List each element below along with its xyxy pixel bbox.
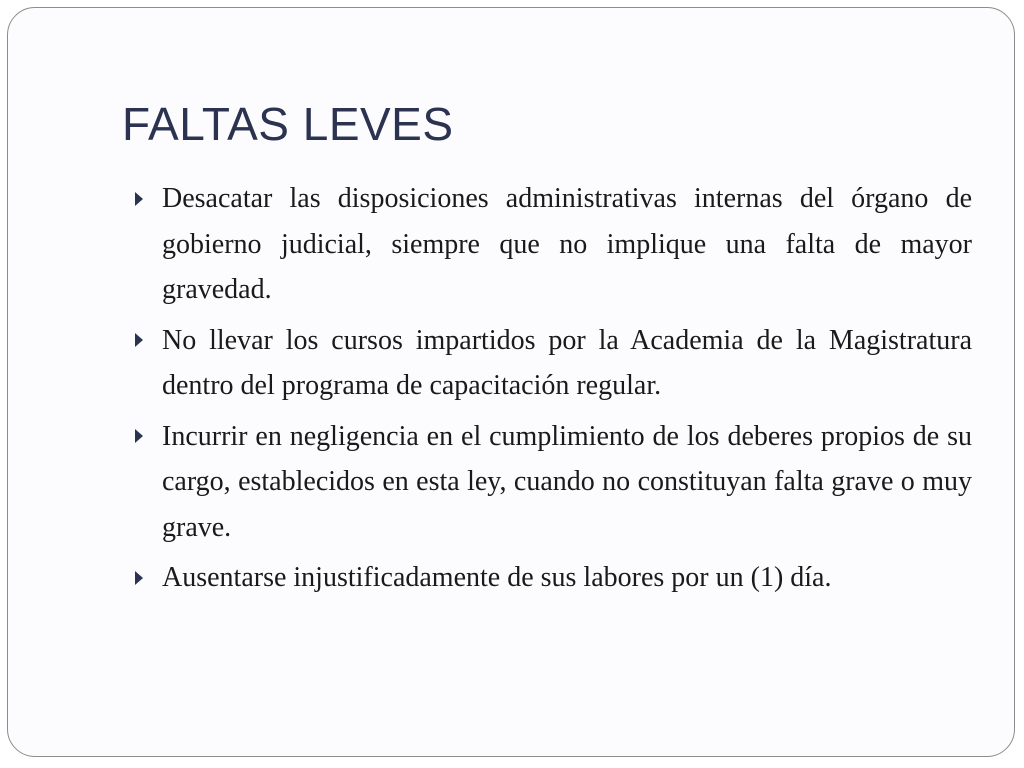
bullet-item (134, 318, 972, 409)
bullet-text: Desacatar las disposiciones administrativas internas del órgano de gobierno judicial, siempre que no implique una falta de mayor gravedad. (162, 183, 972, 305)
slide-title: FALTAS LEVES (122, 98, 454, 150)
triangle-right-icon (134, 318, 162, 363)
bullet-item (134, 176, 972, 313)
triangle-right-icon (134, 414, 162, 459)
bullet-text: No llevar los cursos impartidos por la Academia de la Magistratura dentro del programa de capacitación regular. (162, 324, 972, 401)
triangle-right-icon (134, 555, 162, 600)
bullet-list (134, 176, 972, 606)
bullet-text: Incurrir en negligencia en el cumplimiento de los deberes propios de su cargo, establecidos en esta ley, cuando no constituyan falta grave o muy grave. (162, 420, 972, 543)
bullet-item (134, 414, 972, 551)
triangle-right-icon (134, 176, 162, 221)
slide (7, 7, 1015, 757)
bullet-text: Ausentarse injustificadamente de sus labores por un (1) día. (162, 562, 832, 593)
bullet-item (134, 555, 972, 601)
